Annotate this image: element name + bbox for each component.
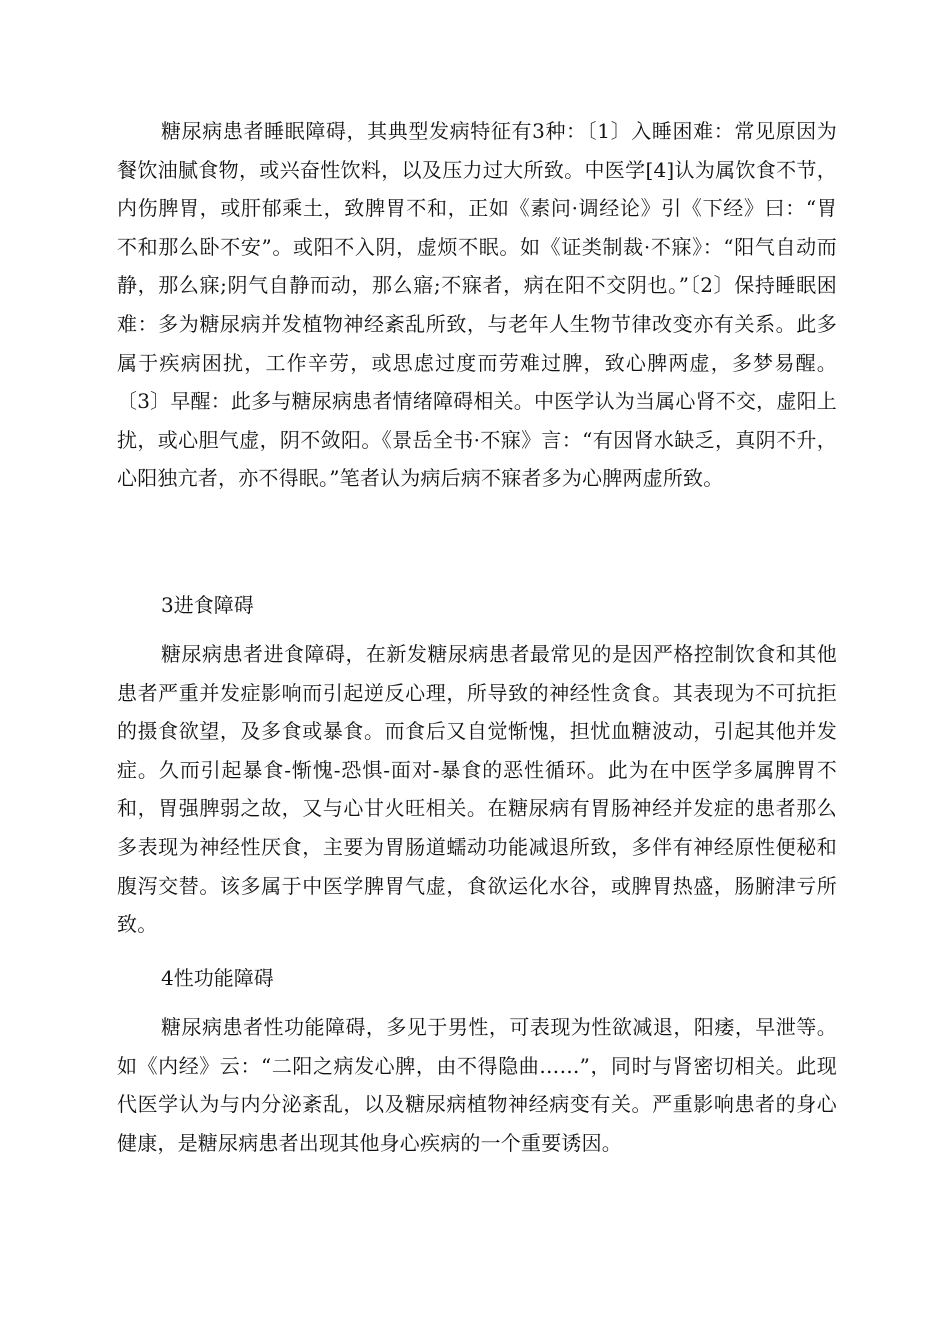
paragraph-sleep-disorder: 糖尿病患者睡眠障碍，其典型发病特征有3种：〔1〕入睡困难：常见原因为餐饮油腻食物，或兴奋性饮料，以及压力过大所致。中医学[4]认为属饮食不节，内伤脾胃，或肝郁乘土，致脾胃不和，正如《素问·调经论》引《下经》曰：“胃不和那么卧不安”。或阳不入阴，虚烦不眠。如《证类制裁·不寐》：“阳气自动而静，那么寐;阴气自静而动，那么寤;不寐者，病在阳不交阴也。”〔2〕保持睡眠困难：多为糖尿病并发植物神经紊乱所致，与老年人生物节律改变亦有关系。此多属于疾病困扰，工作辛劳，或思虑过度而劳难过脾，致心脾两虚，多梦易醒。〔3〕早醒：此多与糖尿病患者情绪障碍相关。中医学认为当属心肾不交，虚阳上扰，或心胆气虚，阴不敛阳。《景岳全书·不寐》言：“有因肾水缺乏，真阴不升，心阳独亢者，亦不得眠。”笔者认为病后病不寐者多为心脾两虚所致。 (117, 119, 837, 491)
paragraph-eating-disorder: 糖尿病患者进食障碍，在新发糖尿病患者最常见的是因严格控制饮食和其他患者严重并发症影响而引起逆反心理，所导致的神经性贪食。其表现为不可抗拒的摄食欲望，及多食或暴食。而食后又自觉惭愧，担忧血糖波动，引起其他并发症。久而引起暴食-惭愧-恐惧-面对-暴食的恶性循环。此为在中医学多属脾胃不和，胃强脾弱之故，又与心甘火旺相关。在糖尿病有胃肠神经并发症的患者那么多表现为神经性厌食，主要为胃肠道蠕动功能减退所致，多伴有神经原性便秘和腹泻交替。该多属于中医学脾胃气虚，食欲运化水谷，或脾胃热盛，肠腑津亏所致。 (117, 642, 837, 937)
section-heading-eating-disorder: 3进食障碍 (161, 593, 254, 617)
paragraph-sexual-dysfunction: 糖尿病患者性功能障碍，多见于男性，可表现为性欲减退，阳痿，早泄等。如《内经》云：“二阳之病发心脾，由不得隐曲……”，同时与肾密切相关。此现代医学认为与内分泌紊乱，以及糖尿病植物神经病变有关。严重影响患者的身心健康，是糖尿病患者出现其他身心疾病的一个重要诱因。 (117, 1015, 837, 1155)
section-heading-sexual-dysfunction: 4性功能障碍 (161, 966, 274, 990)
